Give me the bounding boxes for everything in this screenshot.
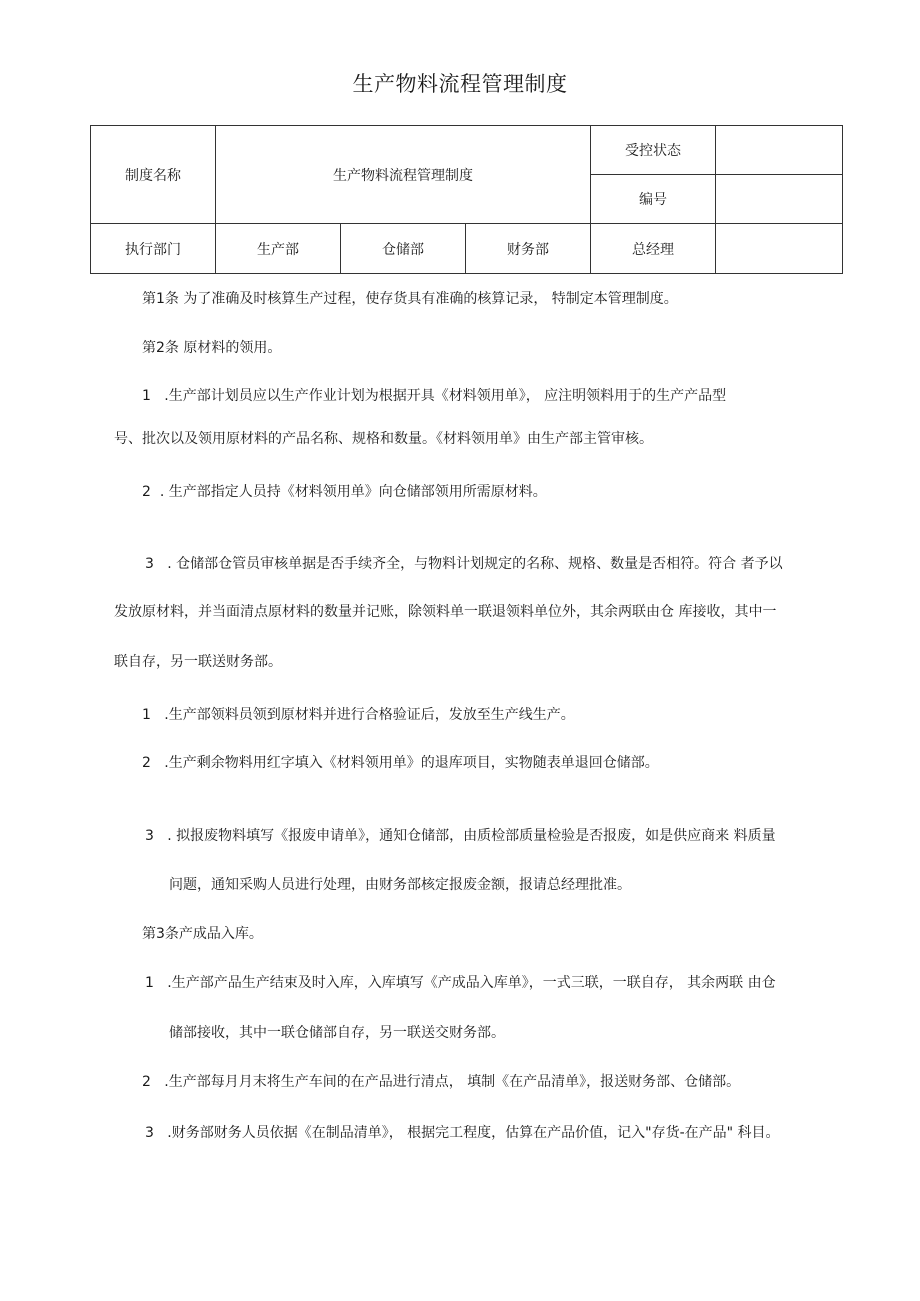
control-status-value	[716, 126, 843, 175]
article-2-item-3	[145, 554, 783, 574]
item-text: . 拟报废物料填写《报废申请单》，通知仓储部，由质检部质量检验是否报废，如是供应商来 料质量	[167, 828, 776, 844]
policy-name-value: 生产物料流程管理制度	[216, 126, 591, 224]
item-number: 1	[142, 388, 151, 404]
article-2-item-3-cont-1: 发放原材料，并当面清点原材料的数量并记账，除领料单一联退领料单位外，其余两联由仓 库接收，其中一	[114, 604, 777, 620]
item-text: .生产部领料员领到原材料并进行合格验证后，发放至生产线生产。	[164, 707, 575, 723]
dept-gm-value	[716, 224, 843, 274]
number-label: 编号	[591, 175, 716, 224]
item-text: .生产部计划员应以生产作业计划为根据开具《材料领用单》， 应注明领料用于的生产产品型	[164, 388, 727, 404]
number-value	[716, 175, 843, 224]
item-text: . 仓储部仓管员审核单据是否手续齐全，与物料计划规定的名称、规格、数量是否相符。符合 者予以	[167, 556, 783, 572]
article-3-item-2	[142, 1072, 740, 1092]
item-number: 3	[145, 556, 154, 572]
article-2-item-1	[142, 386, 726, 406]
dept-gm: 总经理	[591, 224, 716, 274]
item-number: 1	[142, 707, 151, 723]
item-number: 2	[142, 755, 151, 771]
list-b-item-3	[145, 826, 776, 846]
article-1: 第1条 为了准确及时核算生产过程，使存货具有准确的核算记录， 特制定本管理制度。	[142, 291, 678, 307]
article-3-item-1	[145, 973, 776, 993]
policy-name-label: 制度名称	[91, 126, 216, 224]
item-number: 3	[145, 828, 154, 844]
article-3-item-1-cont: 储部接收，其中一联仓储部自存，另一联送交财务部。	[169, 1025, 505, 1041]
item-text: .生产剩余物料用红字填入《材料领用单》的退库项目，实物随表单退回仓储部。	[164, 755, 659, 771]
item-text: .生产部每月月末将生产车间的在产品进行清点， 填制《在产品清单》，报送财务部、仓储部。	[164, 1074, 741, 1090]
dept-warehouse: 仓储部	[341, 224, 466, 274]
article-3-item-3	[145, 1123, 780, 1143]
item-text: . 生产部指定人员持《材料领用单》向仓储部领用所需原材料。	[159, 484, 547, 500]
article-2-heading: 第2条 原材料的领用。	[142, 340, 282, 356]
control-status-label: 受控状态	[591, 126, 716, 175]
dept-production: 生产部	[216, 224, 341, 274]
item-number: 3	[145, 1125, 154, 1141]
list-b-item-2	[142, 753, 659, 773]
dept-finance: 财务部	[466, 224, 591, 274]
item-text: .财务部财务人员依据《在制品清单》， 根据完工程度，估算在产品价值，记入"存货-在产品" 科目。	[167, 1125, 780, 1141]
article-2-item-3-cont-2: 联自存，另一联送财务部。	[114, 654, 282, 670]
list-b-item-3-cont: 问题，通知采购人员进行处理，由财务部核定报废金额，报请总经理批准。	[169, 877, 631, 893]
article-2-item-2	[142, 482, 547, 502]
item-text: .生产部产品生产结束及时入库，入库填写《产成品入库单》，一式三联，一联自存， 其余两联 由仓	[167, 975, 776, 991]
list-b-item-1	[142, 705, 575, 725]
item-number: 1	[145, 975, 154, 991]
exec-dept-label: 执行部门	[91, 224, 216, 274]
item-number: 2	[142, 484, 151, 500]
info-table	[90, 125, 843, 274]
item-number: 2	[142, 1074, 151, 1090]
article-2-item-1-cont: 号、批次以及领用原材料的产品名称、规格和数量。《材料领用单》由生产部主管审核。	[114, 431, 653, 447]
article-3-heading: 第3条产成品入库。	[142, 926, 263, 942]
document-title: 生产物料流程管理制度	[352, 72, 568, 96]
